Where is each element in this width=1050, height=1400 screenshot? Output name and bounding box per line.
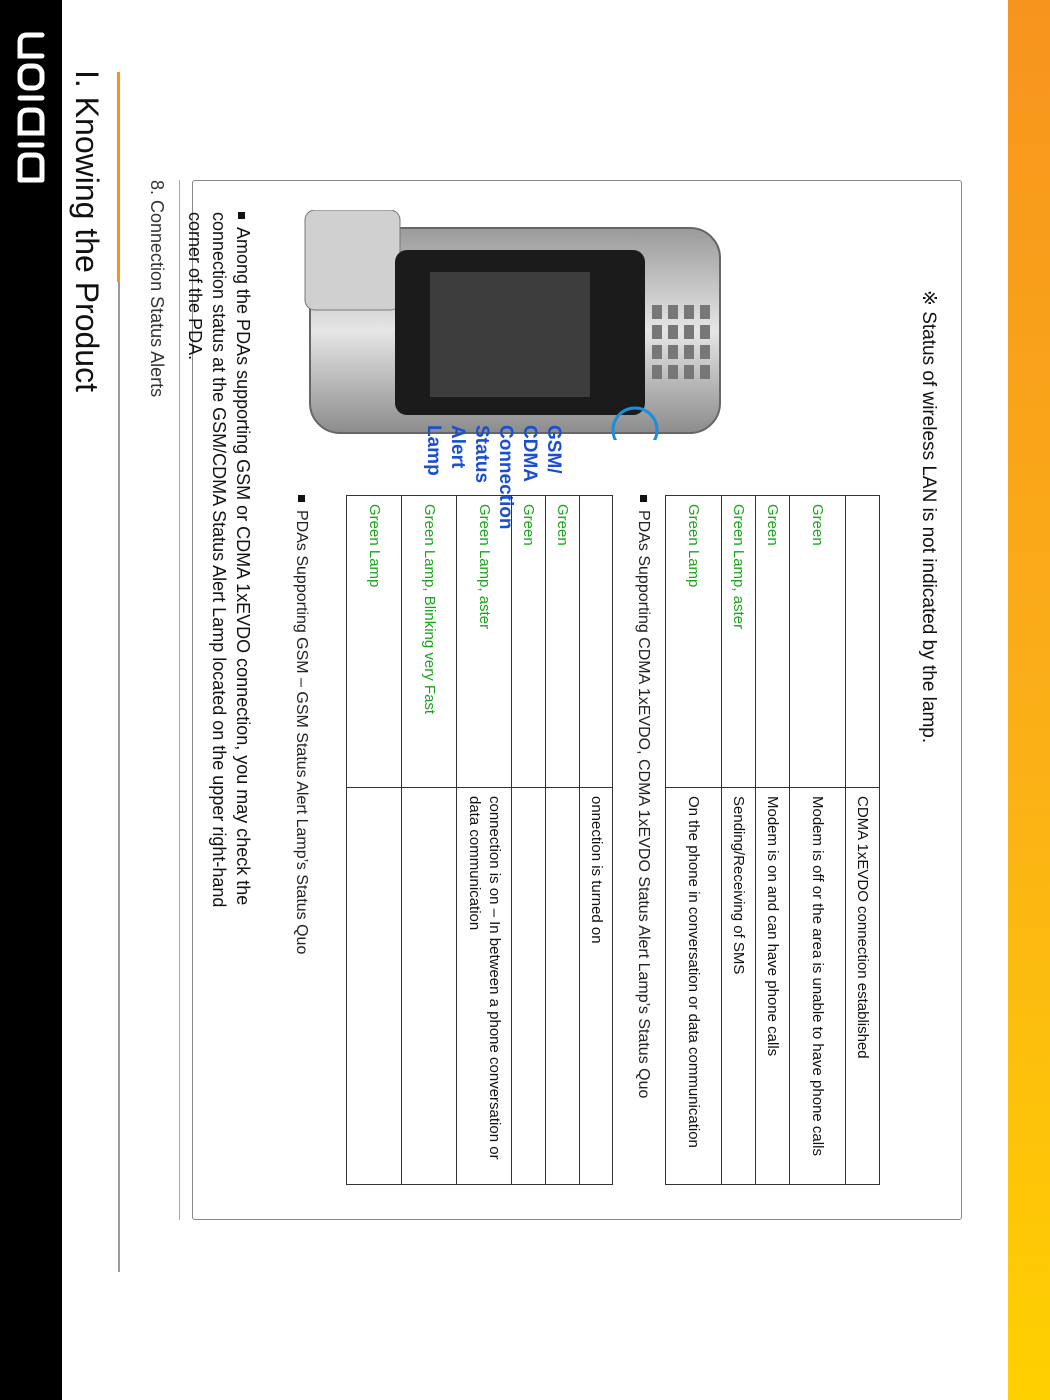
bullet-icon: [298, 495, 305, 502]
cdma-table-title: [634, 495, 652, 1098]
subsection-title: 8. Connection Status Alerts: [147, 180, 167, 398]
table-cell: [846, 496, 880, 788]
table-cell: Green: [546, 496, 580, 788]
table-cell: [580, 496, 613, 788]
table-row: [512, 496, 546, 1185]
table-cell: [347, 788, 402, 1185]
table-cell: Modem is on and can have phone calls: [756, 788, 790, 1185]
callout-line: Alert: [447, 425, 468, 469]
table-row: [457, 496, 512, 1185]
table-cell: connection is on – In between a phone conversation or data communication: [457, 788, 512, 1185]
table-cell: On the phone in conversation or data communication: [666, 788, 722, 1185]
cdma-table-title-text: PDAs Supporting CDMA 1xEVDO, CDMA 1xEVDO Status Alert Lamp’s Status Quo: [635, 510, 652, 1099]
table-cell: [402, 788, 457, 1185]
table-cell: CDMA 1xEVDO connection established: [846, 788, 880, 1185]
callout-line: Status: [471, 425, 492, 484]
table-cell: Green: [512, 496, 546, 788]
table-cell: [512, 788, 546, 1185]
gsm-table-title-text: PDAs Supporting GSM – GSM Status Alert Lamp’s Status Quo: [293, 510, 310, 955]
table-cell: Green Lamp, aster: [722, 496, 756, 788]
intro-paragraph: [183, 212, 255, 962]
subtitle-underline: [179, 180, 180, 1220]
bullet-icon: [238, 212, 245, 219]
table-cell: Green: [790, 496, 846, 788]
table-row: [402, 496, 457, 1185]
table-cell: [546, 788, 580, 1185]
table-cell: Green Lamp, Blinking very Fast: [402, 496, 457, 788]
title-accent-line: [117, 72, 120, 282]
table-cell: Green Lamp, aster: [457, 496, 512, 788]
table-cell: onnection is turned on: [580, 788, 613, 1185]
gsm-table-title: [292, 495, 310, 954]
cdma-status-table: [665, 495, 880, 1185]
table-cell: Modem is off or the area is unable to have phone calls: [790, 788, 846, 1185]
table-row: [790, 496, 846, 1185]
intro-text: Among the PDAs supporting GSM or CDMA 1xEVDO connection, you may check the connection status at the GSM/CDMA Status Alert Lamp located on the upper right-hand corner of the PDA.: [185, 212, 253, 908]
callout-line: GSM/: [543, 425, 564, 474]
pda-device-image: [298, 210, 730, 440]
callout-line: CDMA: [519, 425, 540, 482]
callout-line: Connection: [495, 425, 516, 530]
table-row: [722, 496, 756, 1185]
gsm-status-table: [346, 495, 613, 1185]
callout-line: Lamp: [423, 425, 444, 476]
bullet-icon: [640, 495, 647, 502]
table-cell: Sending/Receiving of SMS: [722, 788, 756, 1185]
table-row: [756, 496, 790, 1185]
table-cell: Green Lamp: [347, 496, 402, 788]
table-row: [580, 496, 613, 1185]
table-row: [347, 496, 402, 1185]
table-cell: Green: [756, 496, 790, 788]
section-title: I. Knowing the Product: [69, 70, 105, 392]
table-row: [546, 496, 580, 1185]
wireless-lan-note: ※ Status of wireless LAN is not indicated by the lamp.: [918, 290, 939, 744]
table-row: [666, 496, 722, 1185]
table-row: [846, 496, 880, 1185]
table-cell: Green Lamp: [666, 496, 722, 788]
